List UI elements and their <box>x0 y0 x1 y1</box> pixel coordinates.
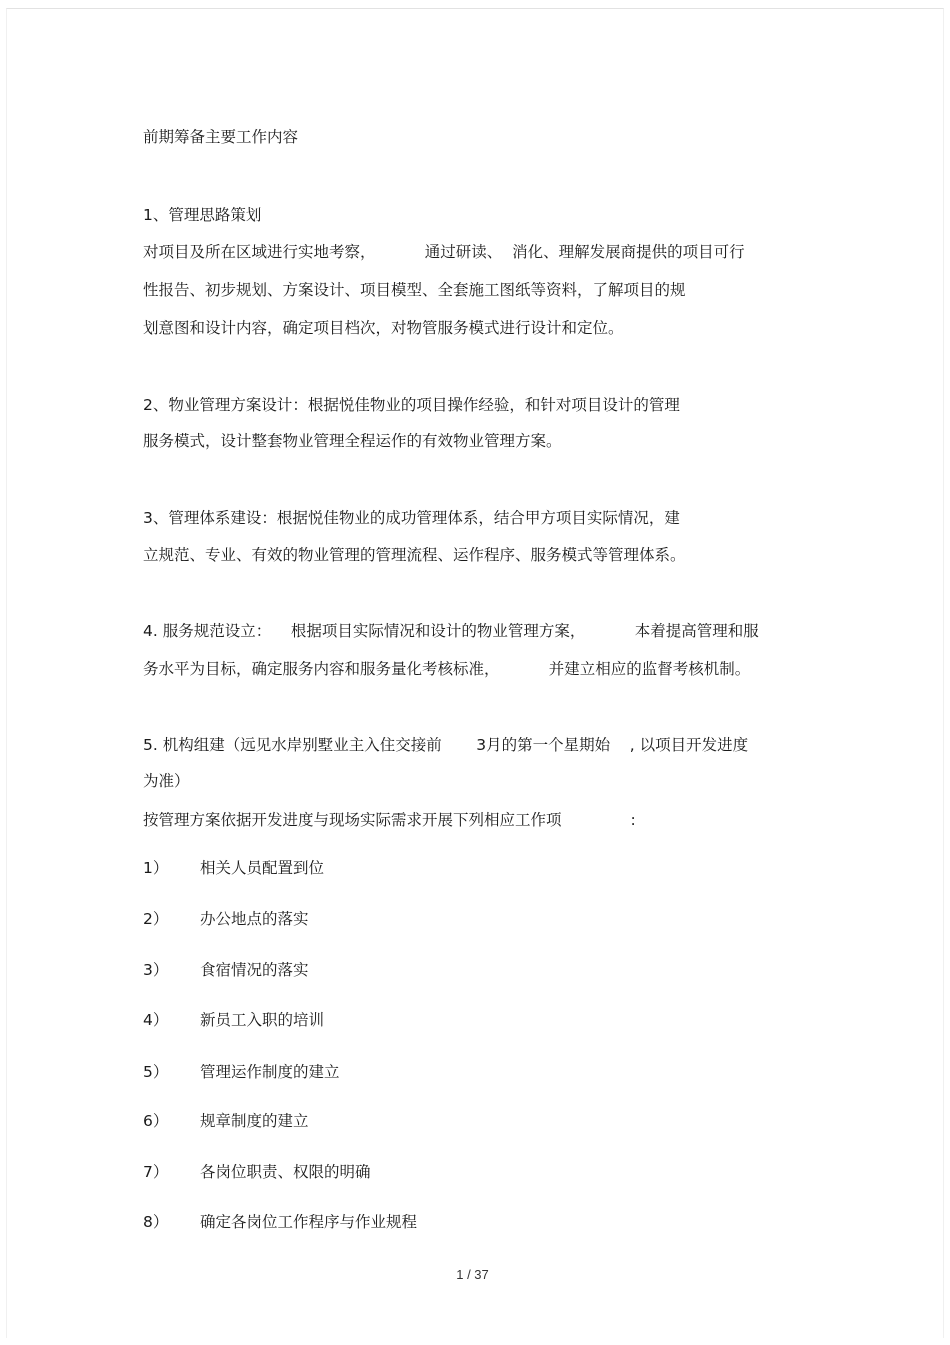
section-3-paragraph-line: 3、管理体系建设：根据悦佳物业的成功管理体系，结合甲方项目实际情况，建 <box>143 509 680 527</box>
list-item-text: 确定各岗位工作程序与作业规程 <box>200 1213 418 1231</box>
list-item-text: 食宿情况的落实 <box>200 961 309 979</box>
list-item-text: 新员工入职的培训 <box>200 1011 325 1029</box>
section-1-paragraph-line: 对项目及所在区域进行实地考察， 通过研读、 消化、理解发展商提供的项目可行 <box>143 243 745 261</box>
list-item-text: 各岗位职责、权限的明确 <box>200 1163 371 1181</box>
section-2-paragraph-line: 2、物业管理方案设计：根据悦佳物业的项目操作经验，和针对项目设计的管理 <box>143 396 680 414</box>
section-1-paragraph-line: 性报告、初步规划、方案设计、项目模型、全套施工图纸等资料，了解项目的规 <box>143 281 686 299</box>
section-5-paragraph-line: 按管理方案依据开发进度与现场实际需求开展下列相应工作项 : <box>143 811 636 829</box>
section-1-heading: 1、管理思路策划 <box>143 206 262 224</box>
section-1-paragraph-line: 划意图和设计内容，确定项目档次，对物管服务模式进行设计和定位。 <box>143 319 624 337</box>
list-item-number: 5） <box>143 1063 169 1081</box>
page-number: 1 / 37 <box>456 1267 489 1282</box>
section-4-paragraph-line: 务水平为目标，确定服务内容和服务量化考核标准， 并建立相应的监督考核机制。 <box>143 660 751 678</box>
list-item-number: 7） <box>143 1163 169 1181</box>
section-3-paragraph-line: 立规范、专业、有效的物业管理的管理流程、运作程序、服务模式等管理体系。 <box>143 546 686 564</box>
list-item-text: 办公地点的落实 <box>200 910 309 928</box>
list-item-number: 4） <box>143 1011 169 1029</box>
section-5-paragraph-line: 5. 机构组建（远见水岸别墅业主入住交接前 3月的第一个星期始 , 以项目开发进度 <box>143 736 749 754</box>
document-title: 前期筹备主要工作内容 <box>143 128 299 146</box>
list-item-text: 相关人员配置到位 <box>200 859 325 877</box>
section-2-paragraph-line: 服务模式，设计整套物业管理全程运作的有效物业管理方案。 <box>143 432 562 450</box>
list-item-number: 8） <box>143 1213 169 1231</box>
list-item-number: 1） <box>143 859 169 877</box>
list-item-number: 2） <box>143 910 169 928</box>
list-item-number: 6） <box>143 1112 169 1130</box>
list-item-number: 3） <box>143 961 169 979</box>
list-item-text: 管理运作制度的建立 <box>200 1063 340 1081</box>
section-5-paragraph-line: 为准） <box>143 772 190 790</box>
section-4-paragraph-line: 4. 服务规范设立： 根据项目实际情况和设计的物业管理方案， 本着提高管理和服 <box>143 622 759 640</box>
list-item-text: 规章制度的建立 <box>200 1112 309 1130</box>
